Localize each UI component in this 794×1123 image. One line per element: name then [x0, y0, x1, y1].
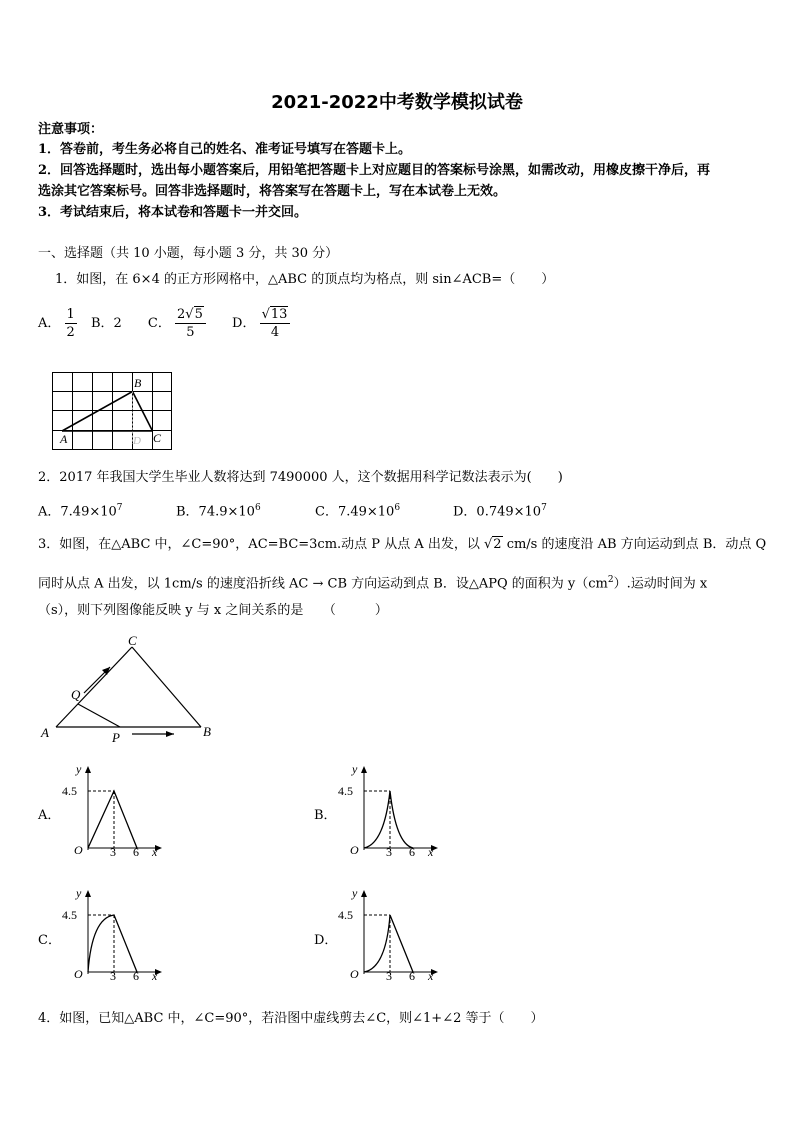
notice-item-1: 1．答卷前，考生务必将自己的姓名、准考证号填写在答题卡上。	[38, 142, 412, 157]
q1-option-d-rad: 13	[270, 307, 288, 322]
q2-option-b	[176, 500, 261, 520]
q2-option-d	[453, 500, 547, 520]
q2-option-b-exp: 6	[254, 503, 261, 513]
notice-item-2-cont: 选涂其它答案标号。回答非选择题时，将答案写在答题卡上，写在本试卷上无效。	[38, 184, 507, 199]
q1-grid-figure	[48, 368, 183, 454]
graph-b-tick-3: 3	[386, 845, 392, 859]
q3-line-2c: ）.运动时间为 x	[613, 576, 708, 592]
graph-a-y-label: y	[76, 762, 82, 776]
q3-graph-b	[336, 760, 446, 860]
q2-option-c-exp: 6	[394, 503, 401, 513]
q3-line-2-sup: 2	[607, 575, 614, 585]
q1-option-c-rad: 5	[194, 307, 203, 322]
q3-label-p: P	[112, 730, 120, 745]
q3-line-1: 3．如图，在△ABC 中，∠C=90°，AC=BC=3cm.动点 P 从点 A 出发，以 √2 cm/s 的速度沿 AB 方向运动到点 B．动点 Q	[38, 537, 767, 552]
graph-c-x-label: x	[152, 969, 158, 983]
q1-option-c-label: C．	[147, 316, 171, 331]
q3-line-1a: 3．如图，在△ABC 中，∠C=90°，AC=BC=3cm.动点 P 从点 A 出发，以	[38, 537, 480, 552]
q3-label-a: A	[41, 725, 49, 740]
graph-c-tick-6: 6	[133, 969, 139, 983]
q1-option-b: B．2	[90, 316, 122, 331]
graph-b-tick-6: 6	[409, 845, 415, 859]
q1-option-c-coef: 2	[177, 307, 186, 322]
q2-option-c-text: C．7.49×10	[315, 504, 395, 520]
q1-option-d-den: 4	[270, 325, 280, 340]
q3-line-2a: 同时从点 A 出发，以 1cm/s 的速度沿折线 AC	[38, 576, 309, 592]
q1-options	[38, 306, 290, 341]
q1-option-a-den: 2	[66, 325, 75, 340]
q1-option-c-fraction: $\frac{2√5}{5}$	[175, 306, 206, 341]
q1-label-d: D	[133, 435, 141, 447]
q3-line-1-rad: 2	[493, 537, 502, 552]
q3-graph-d	[336, 884, 446, 984]
graph-c-ymax: 4.5	[62, 908, 77, 922]
graph-a-origin: O	[74, 843, 83, 857]
notice-item-3: 3．考试结束后，将本试卷和答题卡一并交回。	[38, 205, 308, 220]
graph-b-ymax: 4.5	[338, 784, 353, 798]
q1-option-a-label: A．	[38, 316, 61, 331]
q2-option-a-exp: 7	[116, 503, 123, 513]
q3-arrow: →	[312, 576, 324, 592]
q1-label-c: C	[153, 431, 162, 445]
notice-item-2: 2．回答选择题时，选出每小题答案后，用铅笔把答题卡上对应题目的答案标号涂黑，如需改动，用橡皮擦干净后，再	[38, 163, 711, 178]
graph-a-tick-6: 6	[133, 845, 139, 859]
graph-a-x-label: x	[152, 845, 158, 859]
q3-label-q: Q	[71, 687, 81, 702]
q1-option-d-label: D．	[232, 316, 256, 331]
q3-option-c-label: C．	[38, 933, 61, 948]
graph-d-ymax: 4.5	[338, 908, 353, 922]
graph-c-origin: O	[74, 967, 83, 981]
q3-line-1b: cm/s 的速度沿 AB 方向运动到点 B．动点 Q	[506, 537, 767, 552]
q2-option-c	[315, 500, 400, 520]
graph-d-origin: O	[350, 967, 359, 981]
q3-line-3: （s），则下列图像能反映 y 与 x 之间关系的是 （ ）	[38, 603, 388, 618]
graph-c-y-label: y	[76, 886, 82, 900]
q3-line-2	[38, 572, 707, 592]
q3-option-b-label: B．	[314, 808, 337, 823]
q2-option-d-exp: 7	[541, 503, 547, 513]
graph-b-origin: O	[350, 843, 359, 857]
q3-line-2b: CB 方向运动到点 B．设△APQ 的面积为 y（cm	[327, 576, 608, 592]
q2-option-d-text: D．0.749×10	[453, 504, 542, 520]
page-title: 2021-2022中考数学模拟试卷	[271, 92, 523, 113]
q3-triangle-figure	[36, 632, 226, 748]
q2-stem: 2．2017 年我国大学生毕业人数将达到 7490000 人，这个数据用科学记数法表示为( )	[38, 470, 563, 485]
graph-c-tick-3: 3	[110, 969, 116, 983]
q2-option-a-text: A．7.49×10	[38, 504, 117, 520]
q3-option-a-label: A．	[38, 808, 61, 823]
section-heading: 一、选择题（共 10 小题，每小题 3 分，共 30 分）	[38, 246, 339, 261]
q1-option-c-den: 5	[186, 325, 195, 340]
q2-option-b-text: B．74.9×10	[176, 504, 255, 520]
graph-b-y-label: y	[352, 762, 358, 776]
graph-d-tick-6: 6	[409, 969, 415, 983]
q1-option-a-num: 1	[66, 307, 75, 322]
q3-graph-a	[60, 760, 170, 860]
q3-label-c: C	[128, 633, 137, 648]
q3-label-b: B	[203, 724, 211, 739]
graph-d-x-label: x	[428, 969, 434, 983]
graph-d-y-label: y	[352, 886, 358, 900]
q1-option-a-fraction	[65, 306, 77, 341]
graph-b-x-label: x	[428, 845, 434, 859]
q1-stem: 1．如图，在 6×4 的正方形网格中，△ABC 的顶点均为格点，则 sin∠ACB=（ ）	[55, 272, 555, 287]
notice-heading: 注意事项：	[38, 122, 104, 137]
graph-d-tick-3: 3	[386, 969, 392, 983]
q3-graph-c	[60, 884, 170, 984]
q1-label-b: B	[134, 376, 142, 390]
q1-option-d-fraction: $\frac{√13}{4}$	[260, 306, 291, 341]
graph-a-tick-3: 3	[110, 845, 116, 859]
q2-option-a	[38, 500, 123, 520]
q1-label-a: A	[60, 432, 68, 446]
q4-stem: 4．如图，已知△ABC 中，∠C=90°，若沿图中虚线剪去∠C，则∠1+∠2 等于（ ）	[38, 1011, 544, 1026]
graph-a-ymax: 4.5	[62, 784, 77, 798]
q3-option-d-label: D．	[314, 933, 338, 948]
